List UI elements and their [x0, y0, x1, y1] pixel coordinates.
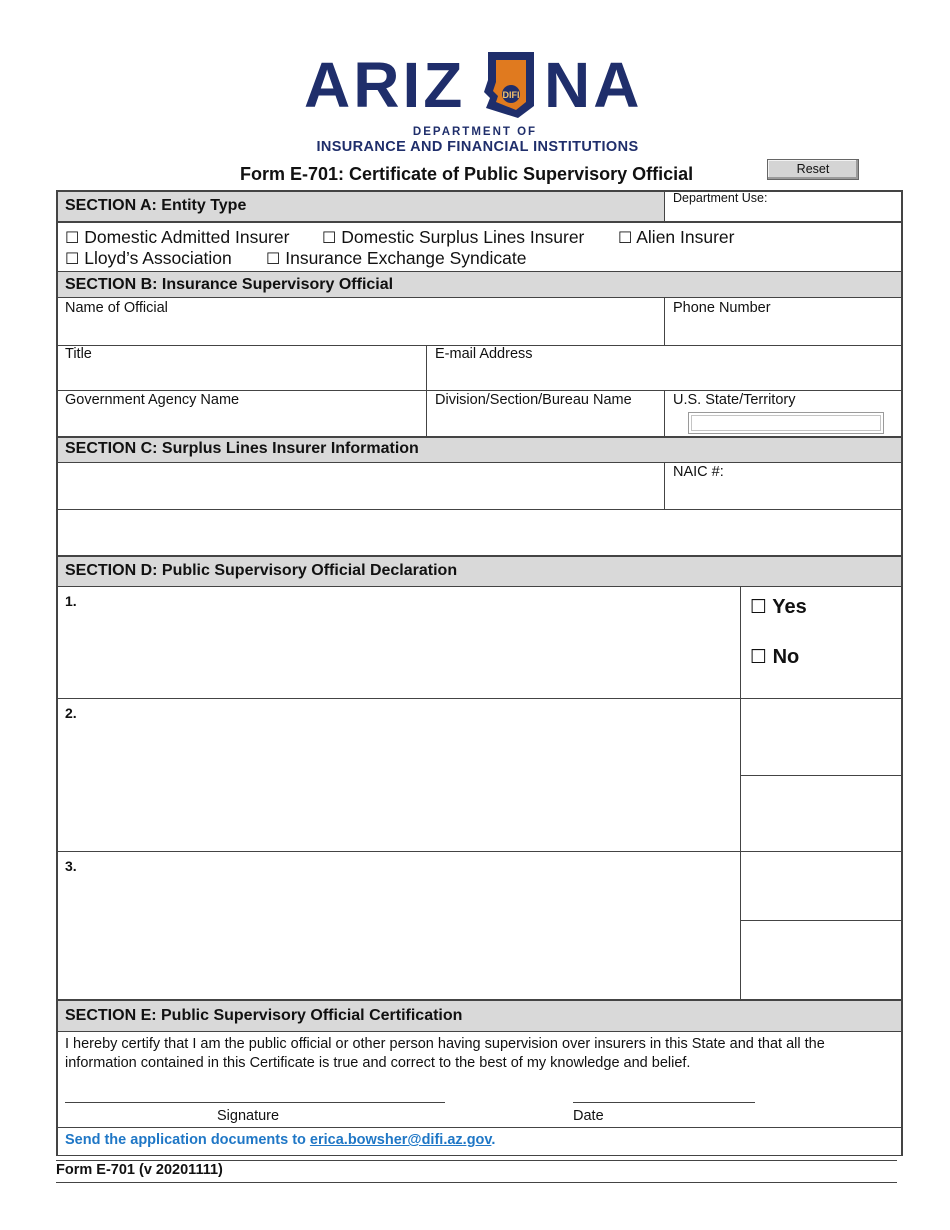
- entity-option-lloyds[interactable]: [65, 248, 232, 269]
- title-label: Title: [65, 346, 92, 362]
- phone-number-field[interactable]: [668, 318, 898, 343]
- email-address-label: E-mail Address: [435, 346, 533, 362]
- insurer-address-field[interactable]: [60, 512, 898, 552]
- declaration-item-2-answer-b[interactable]: [744, 779, 899, 848]
- state-territory-dropdown[interactable]: [688, 412, 884, 434]
- entity-option-alien[interactable]: [618, 227, 735, 248]
- declaration-item-3-answer-a[interactable]: [744, 855, 899, 917]
- department-use-field[interactable]: [668, 206, 898, 220]
- checkbox-icon[interactable]: ☐: [750, 646, 768, 668]
- rule: [56, 297, 903, 298]
- rule: [56, 509, 903, 510]
- signature-label: Signature: [217, 1108, 280, 1124]
- phone-divider: [664, 297, 665, 345]
- rule: [56, 221, 903, 223]
- rule: [740, 775, 902, 776]
- checkbox-icon[interactable]: ☐: [65, 249, 80, 268]
- insurer-name-field[interactable]: [60, 465, 660, 507]
- government-agency-label: Government Agency Name: [65, 392, 240, 408]
- checkbox-icon[interactable]: ☐: [266, 249, 281, 268]
- footer-rule-bottom: [56, 1182, 897, 1183]
- footer-rule-top: [56, 1160, 897, 1161]
- section-a-title: SECTION A: Entity Type: [65, 197, 247, 214]
- declaration-item-number: 3.: [65, 858, 77, 874]
- arizona-state-icon: [478, 50, 542, 120]
- form-title: Form E-701: Certificate of Public Supervisory Official: [240, 164, 694, 184]
- rule: [56, 462, 903, 463]
- declaration-item-number: 1.: [65, 593, 77, 609]
- rule: [56, 390, 903, 391]
- declaration-item-3-answer-b[interactable]: [744, 924, 899, 996]
- department-line-1: DEPARTMENT OF: [412, 126, 538, 138]
- logo-text-left: ARIZ: [304, 49, 466, 121]
- entity-option-exchange[interactable]: [266, 248, 527, 269]
- send-instructions-prefix: Send the application documents to: [65, 1132, 310, 1148]
- rule: [56, 271, 903, 272]
- option-label: Insurance Exchange Syndicate: [285, 248, 527, 268]
- no-label: No: [772, 646, 800, 668]
- checkbox-icon[interactable]: ☐: [750, 596, 768, 618]
- certification-text: I hereby certify that I am the public official or other person having supervision over insurers in this State and that all the information contained in this Certificate is true and correct to the best of my knowledge and belief.: [65, 1036, 825, 1071]
- section-b-title: SECTION B: Insurance Supervisory Official: [65, 276, 394, 293]
- phone-number-label: Phone Number: [673, 300, 771, 316]
- date-line: [573, 1102, 755, 1103]
- declaration-item-3-text: [80, 857, 734, 995]
- frame-top: [56, 190, 903, 192]
- option-label: Alien Insurer: [636, 227, 735, 247]
- department-use-label: Department Use:: [673, 191, 768, 205]
- date-field[interactable]: [573, 1080, 755, 1102]
- rule: [56, 586, 903, 587]
- signature-field[interactable]: [65, 1080, 445, 1102]
- yes-option[interactable]: [750, 596, 807, 619]
- declaration-item-number: 2.: [65, 705, 77, 721]
- option-label: Lloyd’s Association: [84, 248, 232, 268]
- frame-bottom: [56, 1155, 903, 1156]
- email-address-field[interactable]: [430, 364, 898, 388]
- rule: [56, 851, 903, 852]
- state-territory-label: U.S. State/Territory: [673, 392, 796, 408]
- declaration-item-2-text: [80, 704, 734, 848]
- entity-option-domestic-admitted[interactable]: [65, 227, 289, 248]
- dept-use-divider: [664, 190, 665, 222]
- declaration-item-2-answer-a[interactable]: [744, 702, 899, 772]
- rule: [740, 920, 902, 921]
- section-d-title: SECTION D: Public Supervisory Official Declaration: [65, 562, 458, 579]
- send-instructions-suffix: .: [491, 1132, 496, 1148]
- entity-option-domestic-surplus[interactable]: [322, 227, 584, 248]
- naic-label: NAIC #:: [673, 464, 724, 480]
- naic-divider: [664, 462, 665, 509]
- option-label: Domestic Admitted Insurer: [84, 227, 290, 247]
- form-version: Form E-701 (v 20201111): [56, 1162, 223, 1178]
- date-label: Date: [573, 1108, 604, 1124]
- option-label: Domestic Surplus Lines Insurer: [341, 227, 585, 247]
- department-line-2: INSURANCE AND FINANCIAL INSTITUTIONS: [316, 139, 639, 155]
- government-agency-field[interactable]: [60, 410, 422, 434]
- agency-logo: [300, 44, 660, 126]
- send-instructions: [65, 1132, 495, 1148]
- reset-button[interactable]: Reset: [767, 159, 859, 180]
- rule: [56, 436, 903, 438]
- rule: [56, 555, 903, 557]
- naic-field[interactable]: [668, 482, 898, 506]
- signature-line: [65, 1102, 445, 1103]
- section-c-title: SECTION C: Surplus Lines Insurer Information: [65, 440, 419, 457]
- state-divider: [664, 390, 665, 437]
- name-of-official-label: Name of Official: [65, 300, 168, 316]
- frame-right: [901, 190, 903, 1156]
- logo-badge-text: DIFI: [502, 90, 520, 100]
- division-field[interactable]: [430, 410, 660, 434]
- rule: [56, 698, 903, 699]
- title-field[interactable]: [60, 364, 422, 388]
- checkbox-icon[interactable]: ☐: [618, 228, 633, 247]
- division-label: Division/Section/Bureau Name: [435, 392, 632, 408]
- no-option[interactable]: [750, 646, 799, 669]
- declaration-item-1-text: [80, 592, 734, 694]
- checkbox-icon[interactable]: ☐: [65, 228, 80, 247]
- checkbox-icon[interactable]: ☐: [322, 228, 337, 247]
- rule: [56, 999, 903, 1001]
- logo-text-right: NA: [544, 49, 643, 121]
- section-e-title: SECTION E: Public Supervisory Official Certification: [65, 1007, 463, 1024]
- frame-left: [56, 190, 58, 1156]
- rule: [56, 1127, 903, 1128]
- yes-label: Yes: [772, 596, 807, 618]
- name-of-official-field[interactable]: [60, 318, 660, 343]
- title-divider: [426, 345, 427, 437]
- rule: [56, 1031, 903, 1032]
- submission-email-link[interactable]: erica.bowsher@difi.az.gov: [309, 1132, 492, 1148]
- answer-column-divider: [740, 586, 741, 1000]
